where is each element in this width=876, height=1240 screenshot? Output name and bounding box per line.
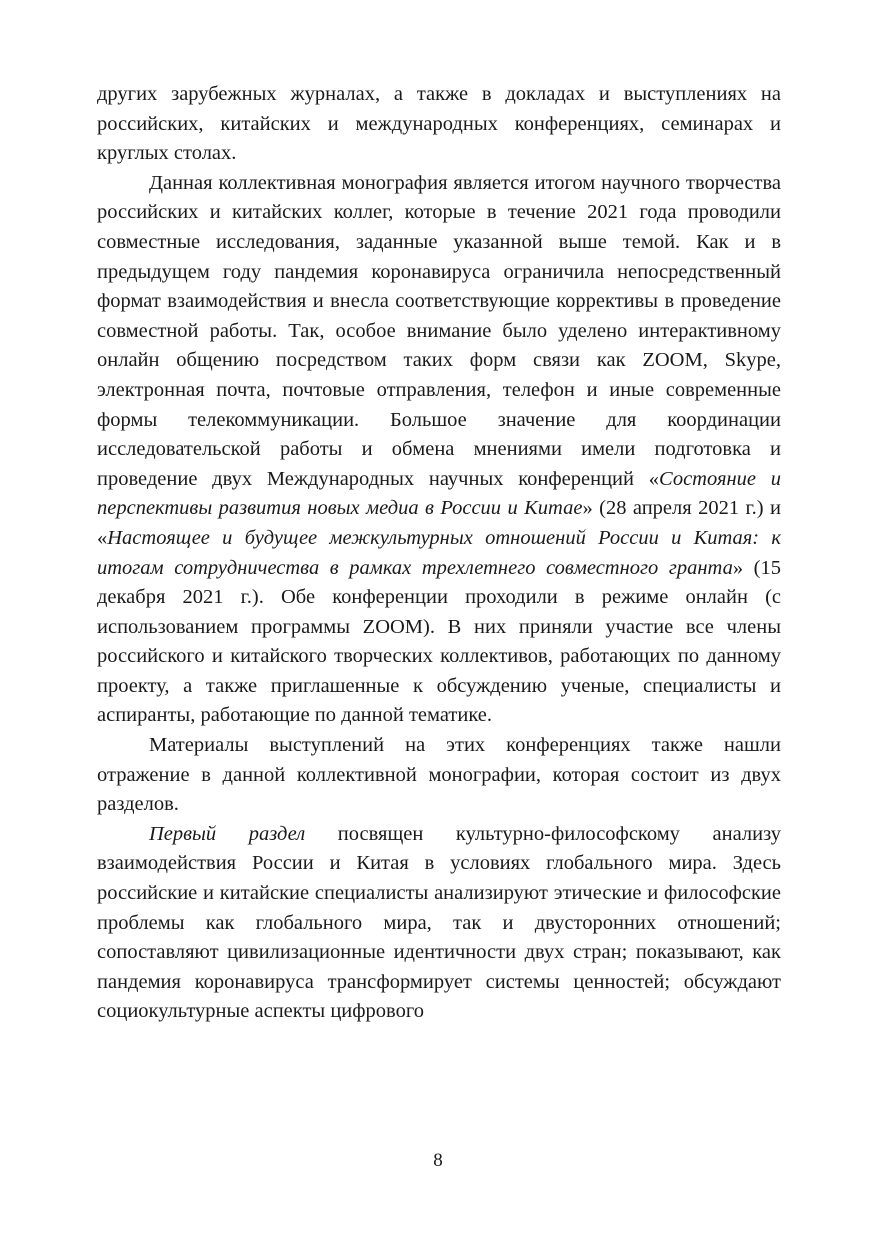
- paragraph-text: Материалы выступлений на этих конференциях также нашли отражение в данной коллективной монографии, которая состоит из двух разделов.: [97, 734, 781, 816]
- section-label: Первый раздел: [149, 822, 306, 845]
- paragraph-text: Данная коллективная монография является итогом научного творчества российских и китайских коллег, которые в течение 2021 года проводили совместные исследования, заданные указанной выше темой. Как и в предыдущем году пандемия коронавируса ограничила непосредственный формат взаимодействия и внесла соответствующие коррективы в проведение совместной работы. Так, особое внимание было уделено интерактивному онлайн общению посредством таких форм связи как ZOOM, Skype, электронная почта, почтовые отправления, телефон и иные современные формы телекоммуникации. Большое значение для координации исследовательской работы и обмена мнениями имели подготовка и проведение двух Международных научных конференций «: [97, 171, 781, 490]
- page-number: 8: [433, 1150, 443, 1171]
- paragraph-monograph-summary: [97, 169, 781, 731]
- paragraph-text: » (28 апреля 2021 г.) и «: [97, 497, 781, 549]
- paragraph-materials: [97, 731, 781, 820]
- paragraph-text: » (15 декабря 2021 г.). Обе конференции проходили в режиме онлайн (с использованием программы ZOOM). В них приняли участие все члены российского и китайского творческих коллективов, работающих по данному проекту, а также приглашенные к обсуждению ученые, специалисты и аспиранты, работающие по данной тематике.: [97, 556, 781, 727]
- conference-title-2: Настоящее и будущее межкультурных отношений России и Китая: к итогам сотрудничества в рамках трехлетнего совместного гранта: [97, 526, 781, 579]
- conference-title-1: Состояние и перспективы развития новых медиа в России и Китае: [97, 467, 781, 520]
- paragraph-continuation: [97, 80, 781, 169]
- paragraph-first-section: [97, 820, 781, 1027]
- page-body: [97, 80, 781, 1027]
- paragraph-text: других зарубежных журналах, а также в докладах и выступлениях на российских, китайских и международных конференциях, семинарах и круглых столах.: [97, 83, 781, 165]
- paragraph-text: посвящен культурно-философскому анализу взаимодействия России и Китая в условиях глобального мира. Здесь российские и китайские специалисты анализируют этические и философские проблемы как глобального мира, так и двусторонних отношений; сопоставляют цивилизационные идентичности двух стран; показывают, как пандемия коронавируса трансформирует системы ценностей; обсуждают социокультурные аспекты цифрового: [97, 822, 781, 1023]
